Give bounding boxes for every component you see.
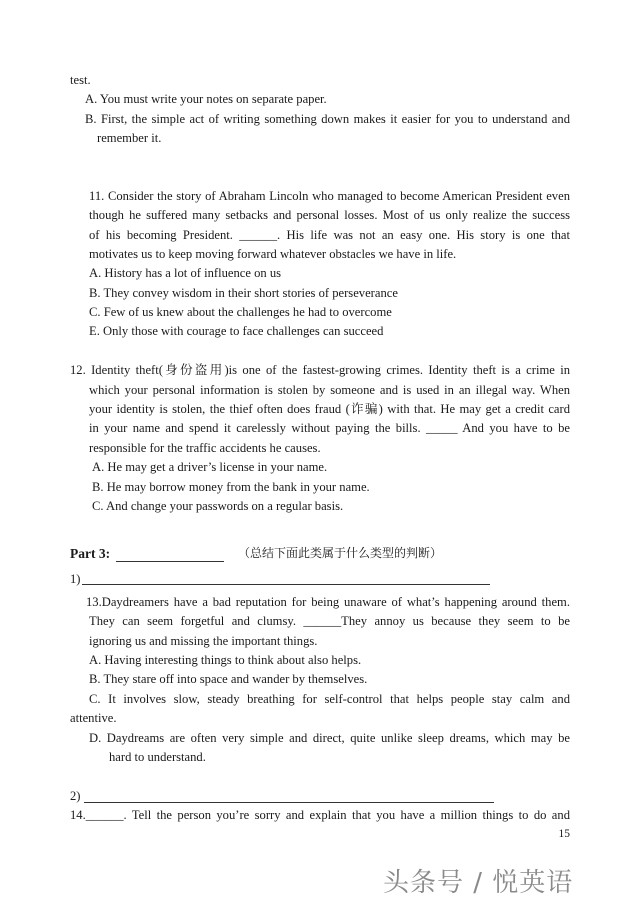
q11-option-e: E. Only those with courage to face challenges can succeed (89, 324, 384, 338)
q14-stem-line-1: 14.______. Tell the person you’re sorry and explain that you have a million things to do and (70, 808, 570, 822)
q11-stem-line-2: though he suffered many setbacks and personal losses. Most of us only realize the success (89, 208, 570, 222)
q13-stem-line-1: 13.Daydreamers have a bad reputation for being unaware of what’s happening around them. (86, 595, 570, 609)
q11-option-c: C. Few of us knew about the challenges he had to overcome (89, 305, 392, 319)
q13-option-d: D. Daydreams are often very simple and direct, quite unlike sleep dreams, which may be (89, 731, 570, 745)
part3-answer-blank (116, 561, 224, 562)
q10-lead: test. (70, 73, 91, 87)
q13-option-d-cont: hard to understand. (109, 750, 206, 764)
q11-stem-line-4: motivates us to keep moving forward whatever obstacles we have in life. (89, 247, 457, 261)
q12-stem-line-1: 12. Identity theft(身份盗用)is one of the fastest-growing crimes. Identity theft is a crime in (70, 363, 570, 377)
part3-note: （总结下面此类属于什么类型的判断） (238, 546, 443, 560)
q13-stem-line-3: ignoring us and missing the important things. (89, 634, 318, 648)
q12-option-b: B. He may borrow money from the bank in your name. (92, 480, 370, 494)
q10-option-b: B. First, the simple act of writing something down makes it easier for you to understand and (85, 112, 570, 126)
page-number: 15 (558, 828, 570, 840)
q13-stem-line-2: They can seem forgetful and clumsy. ______They annoy us because they seem to be (89, 614, 570, 628)
part3-label: Part 3: (70, 546, 111, 561)
q13-option-c-cont: attentive. (70, 711, 117, 725)
q11-option-b: B. They convey wisdom in their short stories of perseverance (89, 286, 398, 300)
q10-option-a: A. You must write your notes on separate paper. (85, 92, 327, 106)
q11-stem-line-3: of his becoming President. ______. His life was not an easy one. His story is one that (89, 228, 570, 242)
blank-2-label: 2) (70, 789, 81, 803)
q12-stem-line-4: in your name and spend it carelessly without paying the bills. _____ And you have to be (89, 421, 570, 435)
blank-1-label: 1) (70, 572, 81, 586)
q11-stem-line-1: 11. Consider the story of Abraham Lincoln who managed to become American President even (89, 189, 570, 203)
q12-stem-line-2: which your personal information is stolen by someone and is used in an illegal way. When (89, 383, 570, 397)
q12-option-c: C. And change your passwords on a regular basis. (92, 499, 344, 513)
watermark: 头条号 / 悦英语 (383, 868, 574, 898)
q12-stem-line-3: your identity is stolen, the thief often does fraud (诈骗) with that. He may get a credit card (89, 402, 570, 416)
q12-stem-line-5: responsible for the traffic accidents he causes. (89, 441, 321, 455)
blank-1-line (82, 584, 490, 585)
blank-2-line (84, 802, 494, 803)
q12-option-a: A. He may get a driver’s license in your name. (92, 460, 328, 474)
q13-option-c: C. It involves slow, steady breathing for self-control that helps people stay calm and (89, 692, 570, 706)
q10-option-b-cont: remember it. (97, 131, 162, 145)
q11-option-a: A. History has a lot of influence on us (89, 266, 282, 280)
q13-option-a: A. Having interesting things to think about also helps. (89, 653, 362, 667)
q13-option-b: B. They stare off into space and wander by themselves. (89, 672, 368, 686)
